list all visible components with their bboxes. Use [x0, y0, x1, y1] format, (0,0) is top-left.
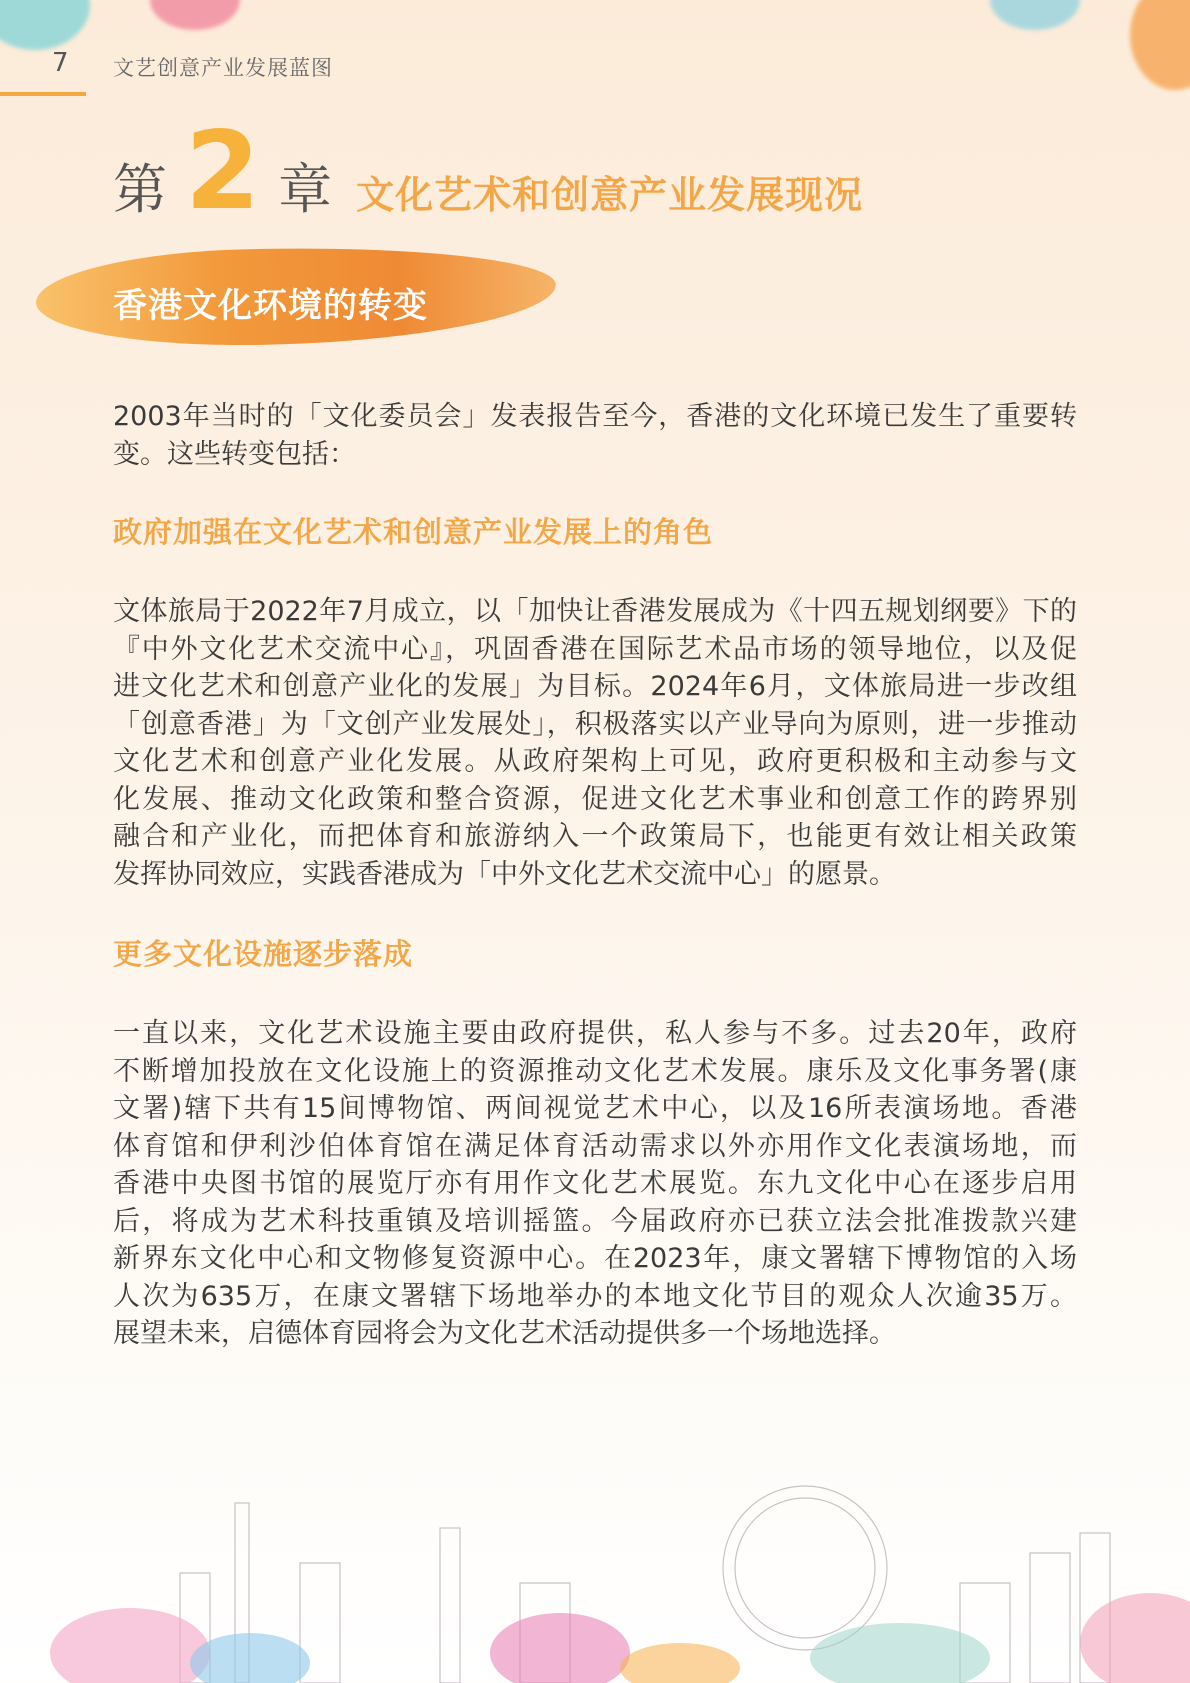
chapter-number: 2: [185, 109, 261, 234]
text-line: 融合和产业化，而把体育和旅游纳入一个政策局下，也能更有效让相关政策: [113, 821, 1077, 852]
watercolor-splash: [1130, 0, 1190, 90]
text-line: 文体旅局于2022年7月成立，以「加快让香港发展成为《十四五规划纲要》下的: [113, 596, 1077, 627]
watercolor-splash: [0, 0, 90, 50]
text-line: 文署)辖下共有15间博物馆、两间视觉艺术中心，以及16所表演场地。香港: [113, 1093, 1077, 1124]
watercolor-splash: [810, 1623, 990, 1683]
text-line: 化发展、推动文化政策和整合资源，促进文化艺术事业和创意工作的跨界别: [113, 783, 1077, 815]
page-number: 7: [52, 48, 69, 78]
section-heading: 政府加强在文化艺术和创意产业发展上的角色: [113, 515, 714, 549]
text-line: 一直以来，文化艺术设施主要由政府提供，私人参与不多。过去20年，政府: [113, 1018, 1077, 1049]
watercolor-splash: [990, 0, 1080, 30]
chapter-title: 文化艺术和创意产业发展现况: [356, 173, 864, 217]
chapter-suffix: 章: [278, 158, 333, 221]
banner-title: 香港文化环境的转变: [113, 286, 428, 326]
text-line: 文化艺术和创意产业化发展。从政府架构上可见，政府更积极和主动参与文: [113, 746, 1077, 777]
text-line: 人次为635万，在康文署辖下场地举办的本地文化节目的观众人次逾35万。: [113, 1280, 1077, 1312]
watercolor-splash: [490, 1613, 630, 1683]
watercolor-splash: [150, 0, 240, 30]
watercolor-splash: [1080, 1593, 1190, 1683]
watercolor-splash: [620, 1643, 740, 1683]
header-rule: [0, 92, 86, 96]
chapter-prefix: 第: [113, 158, 167, 221]
section1-paragraph: [113, 593, 1077, 893]
text-line: 香港中央图书馆的展览厅亦有用作文化艺术展览。东九文化中心在逐步启用: [113, 1168, 1077, 1199]
city-skyline-illustration: [0, 1443, 1190, 1683]
text-line: 新界东文化中心和文物修复资源中心。在2023年，康文署辖下博物馆的入场: [113, 1243, 1077, 1274]
text-line: 『中外文化艺术交流中心』，巩固香港在国际艺术品市场的领导地位，以及促: [113, 633, 1077, 665]
chapter-heading: [113, 109, 864, 234]
text-line: 体育馆和伊利沙伯体育馆在满足体育活动需求以外亦用作文化表演场地，而: [113, 1130, 1077, 1162]
text-line: 变。这些转变包括：: [113, 438, 356, 470]
text-line: 2003年当时的「文化委员会」发表报告至今，香港的文化环境已发生了重要转: [113, 401, 1077, 432]
running-title: 文艺创意产业发展蓝图: [113, 56, 333, 80]
text-line: 展望未来，启德体育园将会为文化艺术活动提供多一个场地选择。: [113, 1318, 896, 1349]
section-heading: 更多文化设施逐步落成: [113, 937, 414, 971]
text-line: 发挥协同效应，实践香港成为「中外文化艺术交流中心」的愿景。: [113, 858, 896, 890]
intro-paragraph: [113, 398, 1077, 473]
text-line: 进文化艺术和创意产业化的发展」为目标。2024年6月，文体旅局进一步改组: [113, 671, 1077, 702]
watercolor-splash: [190, 1633, 310, 1683]
text-line: 不断增加投放在文化设施上的资源推动文化艺术发展。康乐及文化事务署(康: [113, 1055, 1077, 1087]
section2-paragraph: [113, 1015, 1077, 1353]
text-line: 「创意香港」为「文创产业发展处」，积极落实以产业导向为原则，进一步推动: [113, 708, 1077, 740]
watercolor-splash: [50, 1608, 210, 1683]
text-line: 后，将成为艺术科技重镇及培训摇篮。今届政府亦已获立法会批准拨款兴建: [113, 1205, 1077, 1237]
